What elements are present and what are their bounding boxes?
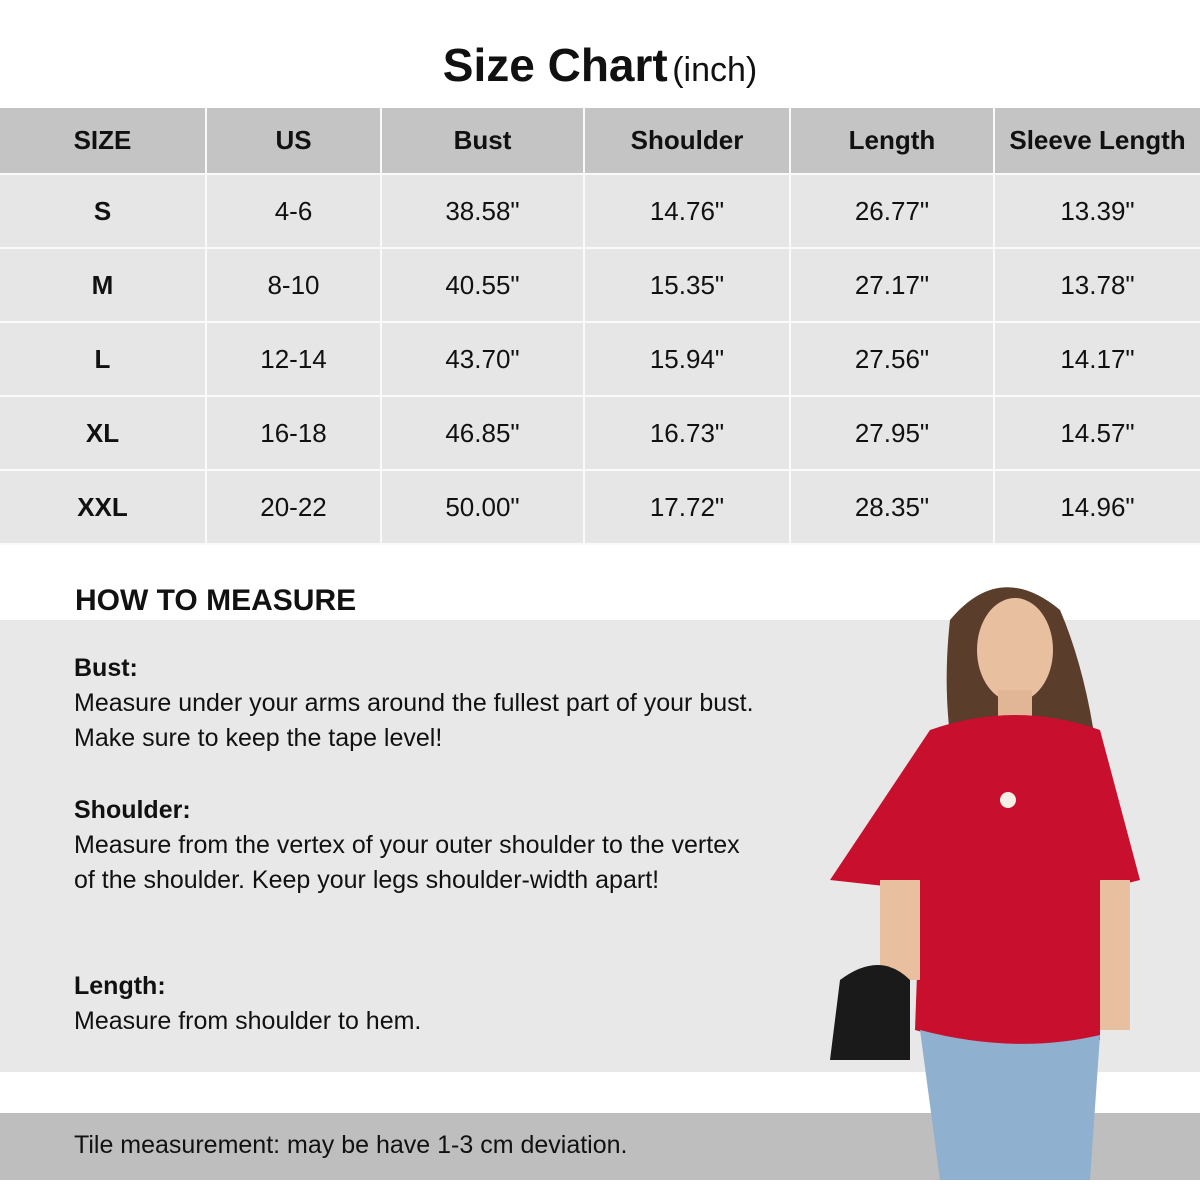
- value-cell: 50.00": [381, 470, 584, 544]
- value-cell: 14.96": [994, 470, 1200, 544]
- bust-section: [74, 651, 794, 756]
- value-cell: 27.95": [790, 396, 994, 470]
- col-header: US: [206, 108, 381, 174]
- value-cell: 27.56": [790, 322, 994, 396]
- title-main: Size Chart: [442, 39, 668, 91]
- section-text: Measure under your arms around the fullest part of your bust. Make sure to keep the tape level!: [74, 689, 754, 752]
- table-row: [0, 322, 1200, 396]
- col-header: Length: [790, 108, 994, 174]
- size-cell: M: [0, 248, 206, 322]
- table-row: [0, 470, 1200, 544]
- value-cell: 20-22: [206, 470, 381, 544]
- button: [1000, 792, 1016, 808]
- value-cell: 8-10: [206, 248, 381, 322]
- col-header: Sleeve Length: [994, 108, 1200, 174]
- value-cell: 4-6: [206, 174, 381, 248]
- col-header: Bust: [381, 108, 584, 174]
- value-cell: 14.17": [994, 322, 1200, 396]
- col-header: Shoulder: [584, 108, 790, 174]
- table-row: [0, 248, 1200, 322]
- section-heading: Shoulder:: [74, 796, 191, 824]
- section-heading: Bust:: [74, 654, 138, 682]
- section-text: Measure from the vertex of your outer shoulder to the vertex of the shoulder. Keep your legs shoulder-width apart!: [74, 831, 740, 894]
- value-cell: 43.70": [381, 322, 584, 396]
- size-cell: XL: [0, 396, 206, 470]
- jeans: [920, 1030, 1100, 1180]
- value-cell: 16-18: [206, 396, 381, 470]
- value-cell: 40.55": [381, 248, 584, 322]
- value-cell: 13.78": [994, 248, 1200, 322]
- size-table: [0, 108, 1200, 545]
- value-cell: 15.94": [584, 322, 790, 396]
- value-cell: 14.57": [994, 396, 1200, 470]
- model-photo: [800, 560, 1180, 1180]
- table-header-row: [0, 108, 1200, 174]
- page-title: [0, 38, 1200, 92]
- value-cell: 27.17": [790, 248, 994, 322]
- table-row: [0, 174, 1200, 248]
- size-cell: XXL: [0, 470, 206, 544]
- value-cell: 14.76": [584, 174, 790, 248]
- section-text: Measure from shoulder to hem.: [74, 1007, 422, 1035]
- length-section: [74, 969, 794, 1039]
- col-header: SIZE: [0, 108, 206, 174]
- value-cell: 12-14: [206, 322, 381, 396]
- left-arm: [880, 880, 920, 980]
- face: [977, 598, 1053, 702]
- right-arm: [1100, 880, 1130, 1030]
- table-row: [0, 396, 1200, 470]
- size-cell: S: [0, 174, 206, 248]
- value-cell: 46.85": [381, 396, 584, 470]
- value-cell: 28.35": [790, 470, 994, 544]
- size-cell: L: [0, 322, 206, 396]
- value-cell: 15.35": [584, 248, 790, 322]
- value-cell: 13.39": [994, 174, 1200, 248]
- shoulder-section: [74, 793, 754, 898]
- value-cell: 26.77": [790, 174, 994, 248]
- value-cell: 16.73": [584, 396, 790, 470]
- handbag: [830, 965, 910, 1060]
- howto-title: HOW TO MEASURE: [75, 584, 357, 617]
- value-cell: 38.58": [381, 174, 584, 248]
- section-heading: Length:: [74, 972, 166, 1000]
- value-cell: 17.72": [584, 470, 790, 544]
- title-unit: (inch): [672, 51, 758, 89]
- footer-text: Tile measurement: may be have 1-3 cm deviation.: [74, 1131, 628, 1159]
